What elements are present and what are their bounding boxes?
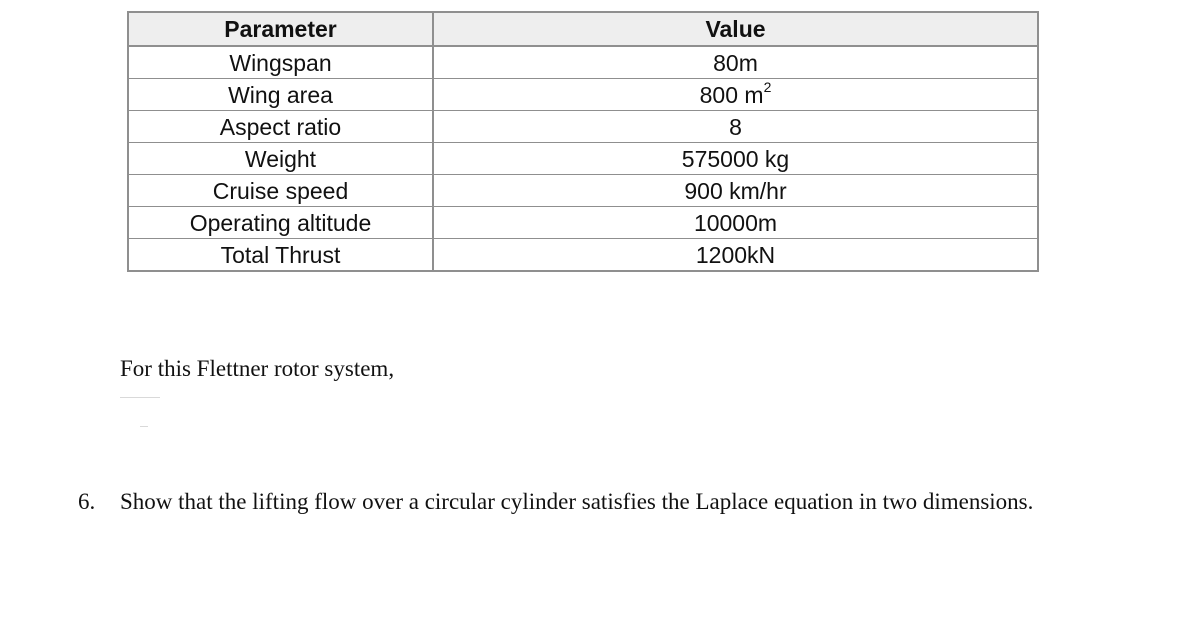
faint-artifact-line <box>120 397 160 398</box>
value-wing-area-text: 800 m <box>699 81 764 108</box>
value-weight: 575000 kg <box>433 143 1038 175</box>
table-row <box>128 79 1038 111</box>
table-row <box>128 143 1038 175</box>
question-text: Show that the lifting flow over a circular cylinder satisfies the Laplace equation in two dimensions. <box>120 489 1034 514</box>
param-wingspan: Wingspan <box>128 46 433 79</box>
header-parameter: Parameter <box>128 12 433 46</box>
table-row <box>128 207 1038 239</box>
value-wingspan: 80m <box>433 46 1038 79</box>
table-row <box>128 239 1038 272</box>
table-row <box>128 46 1038 79</box>
table-header-row <box>128 12 1038 46</box>
value-wing-area-exponent: 2 <box>763 78 772 95</box>
param-wing-area: Wing area <box>128 79 433 111</box>
question-6 <box>78 486 1078 518</box>
param-weight: Weight <box>128 143 433 175</box>
header-value: Value <box>433 12 1038 46</box>
intro-paragraph: For this Flettner rotor system, <box>120 356 395 381</box>
param-aspect-ratio: Aspect ratio <box>128 111 433 143</box>
param-total-thrust: Total Thrust <box>128 239 433 272</box>
parameters-table <box>127 11 1039 272</box>
table-row <box>128 111 1038 143</box>
value-cruise-speed: 900 km/hr <box>433 175 1038 207</box>
faint-artifact-mark <box>140 426 148 427</box>
table-row <box>128 175 1038 207</box>
value-operating-altitude: 10000m <box>433 207 1038 239</box>
value-total-thrust: 1200kN <box>433 239 1038 272</box>
value-wing-area <box>433 79 1038 111</box>
value-aspect-ratio: 8 <box>433 111 1038 143</box>
param-operating-altitude: Operating altitude <box>128 207 433 239</box>
param-cruise-speed: Cruise speed <box>128 175 433 207</box>
question-number: 6. <box>78 489 96 514</box>
